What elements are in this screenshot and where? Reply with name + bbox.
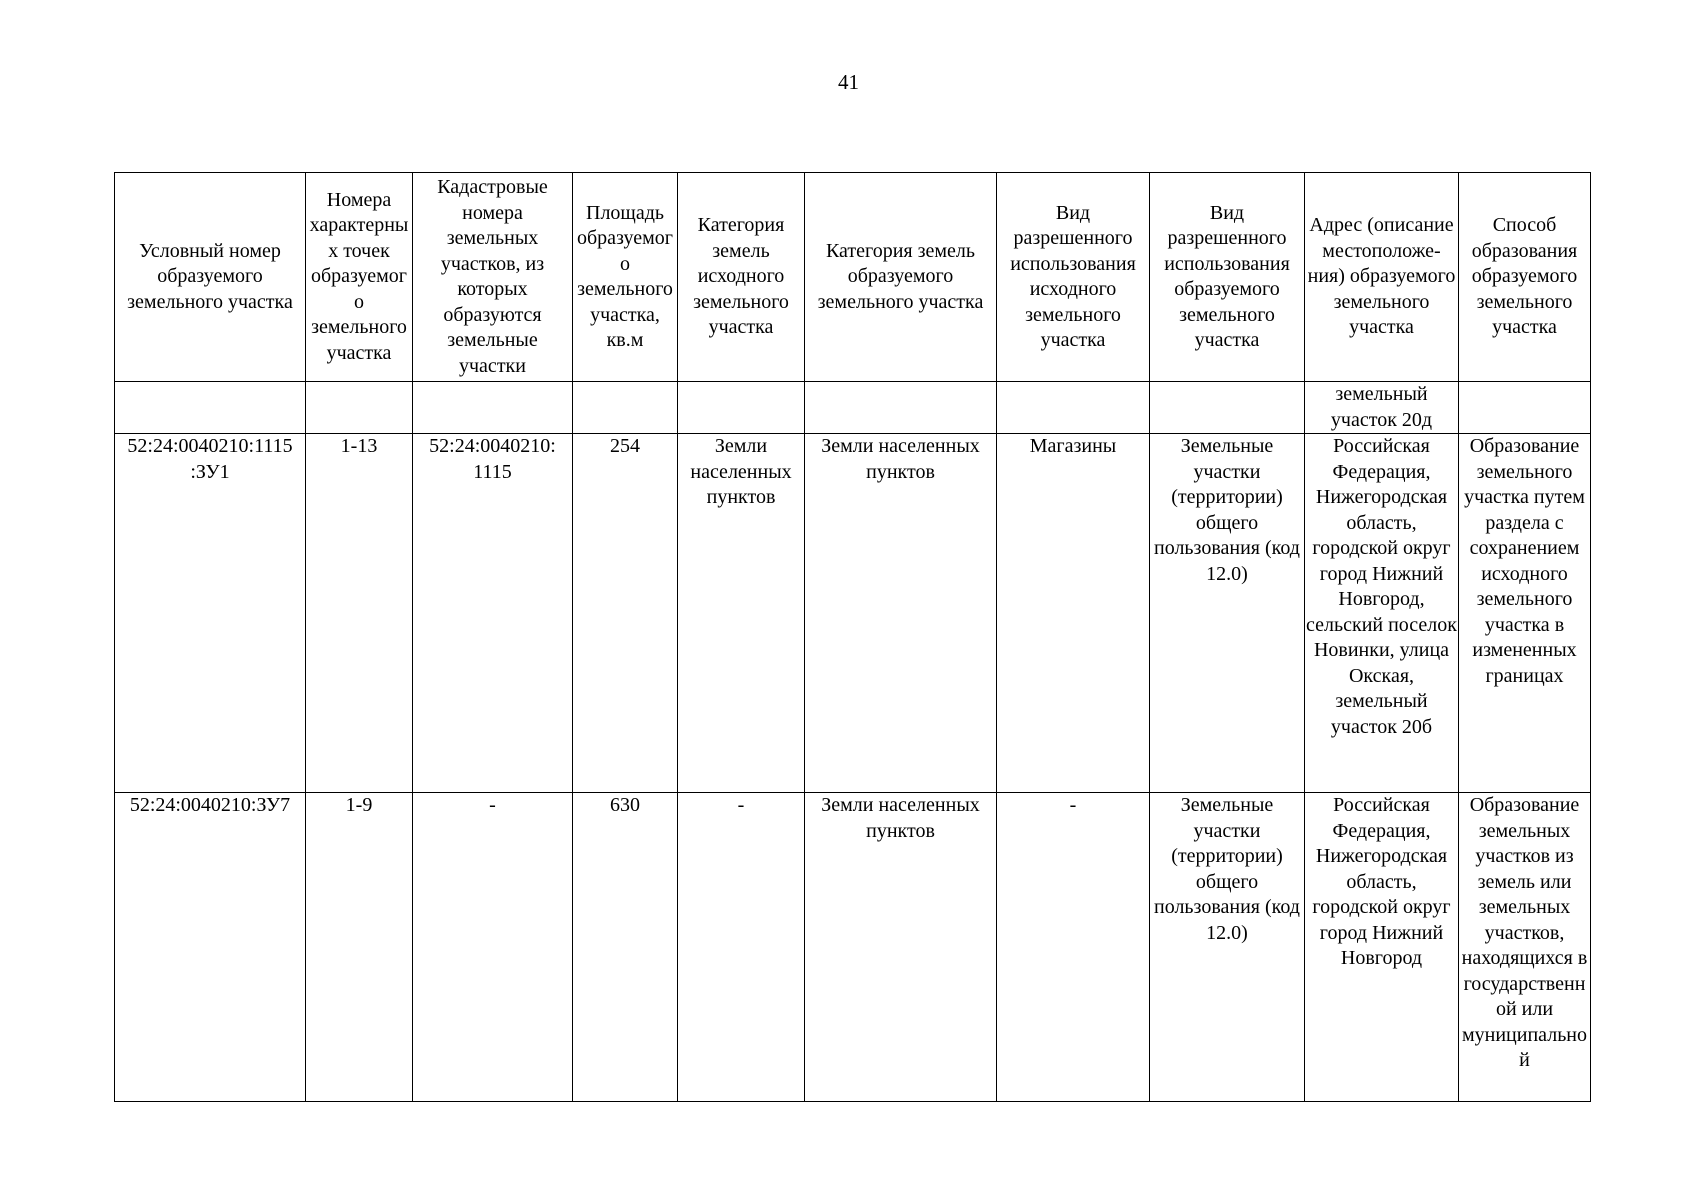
table-cell-cadastral-numbers: - bbox=[413, 793, 573, 1102]
land-plots-table bbox=[114, 172, 1591, 1102]
table-cell-points-numbers: 1-13 bbox=[306, 434, 413, 793]
header-row bbox=[115, 173, 1591, 382]
page-number: 41 bbox=[838, 70, 859, 94]
table-cell-source-category: - bbox=[678, 793, 805, 1102]
table-cell bbox=[997, 382, 1150, 434]
header-cell-formation-method: Способ образования образуемого земельного участка bbox=[1459, 173, 1591, 382]
table-cell-cadastral-numbers: 52:24:0040210: 1115 bbox=[413, 434, 573, 793]
header-cell-source-category: Категория земель исходного земельного участка bbox=[678, 173, 805, 382]
table-row bbox=[115, 434, 1591, 793]
table-row bbox=[115, 793, 1591, 1102]
table-cell-target-permitted-use: Земельные участки (территории) общего пользования (код 12.0) bbox=[1150, 793, 1305, 1102]
table-cell bbox=[678, 382, 805, 434]
table-cell-target-permitted-use: Земельные участки (территории) общего пользования (код 12.0) bbox=[1150, 434, 1305, 793]
table-cell-address: Российская Федерация, Нижегородская область, городской округ город Нижний Новгород bbox=[1305, 793, 1459, 1102]
header-cell-source-permitted-use: Вид разрешенного использования исходного земельного участка bbox=[997, 173, 1150, 382]
table-header bbox=[115, 173, 1591, 382]
table-cell-source-permitted-use: - bbox=[997, 793, 1150, 1102]
table-cell-source-category: Земли населенных пунктов bbox=[678, 434, 805, 793]
table-cell-conditional-number: 52:24:0040210:1115 :ЗУ1 bbox=[115, 434, 306, 793]
table-cell bbox=[115, 382, 306, 434]
table-row-continuation bbox=[115, 382, 1591, 434]
table-cell-area: 254 bbox=[573, 434, 678, 793]
table-cell-target-category: Земли населенных пунктов bbox=[805, 434, 997, 793]
table-cell bbox=[573, 382, 678, 434]
header-cell-points-numbers: Номера характерных точек образуемого земельного участка bbox=[306, 173, 413, 382]
table-cell-points-numbers: 1-9 bbox=[306, 793, 413, 1102]
table-cell-address: земельный участок 20д bbox=[1305, 382, 1459, 434]
header-cell-conditional-number: Условный номер образуемого земельного участка bbox=[115, 173, 306, 382]
table-cell bbox=[413, 382, 573, 434]
header-cell-address: Адрес (описание местоположе-ния) образуемого земельного участка bbox=[1305, 173, 1459, 382]
header-cell-area: Площадь образуемого земельного участка, кв.м bbox=[573, 173, 678, 382]
table-body bbox=[115, 382, 1591, 1102]
table-cell-target-category: Земли населенных пунктов bbox=[805, 793, 997, 1102]
table-cell bbox=[805, 382, 997, 434]
table-cell-conditional-number: 52:24:0040210:ЗУ7 bbox=[115, 793, 306, 1102]
table-cell bbox=[1459, 382, 1591, 434]
header-cell-cadastral-numbers: Кадастровые номера земельных участков, из которых образуются земельные участки bbox=[413, 173, 573, 382]
header-cell-target-category: Категория земель образуемого земельного участка bbox=[805, 173, 997, 382]
table-cell bbox=[306, 382, 413, 434]
table-cell-address: Российская Федерация, Нижегородская область, городской округ город Нижний Новгород, сельский поселок Новинки, улица Окская, земельный участок 20б bbox=[1305, 434, 1459, 793]
table-cell bbox=[1150, 382, 1305, 434]
table-cell-formation-method: Образование земельных участков из земель или земельных участков, находящихся в государственной или муниципальной bbox=[1459, 793, 1591, 1102]
table-cell-formation-method: Образование земельного участка путем раздела с сохранением исходного земельного участка в измененных границах bbox=[1459, 434, 1591, 793]
table-cell-area: 630 bbox=[573, 793, 678, 1102]
header-cell-target-permitted-use: Вид разрешенного использования образуемого земельного участка bbox=[1150, 173, 1305, 382]
table-cell-source-permitted-use: Магазины bbox=[997, 434, 1150, 793]
